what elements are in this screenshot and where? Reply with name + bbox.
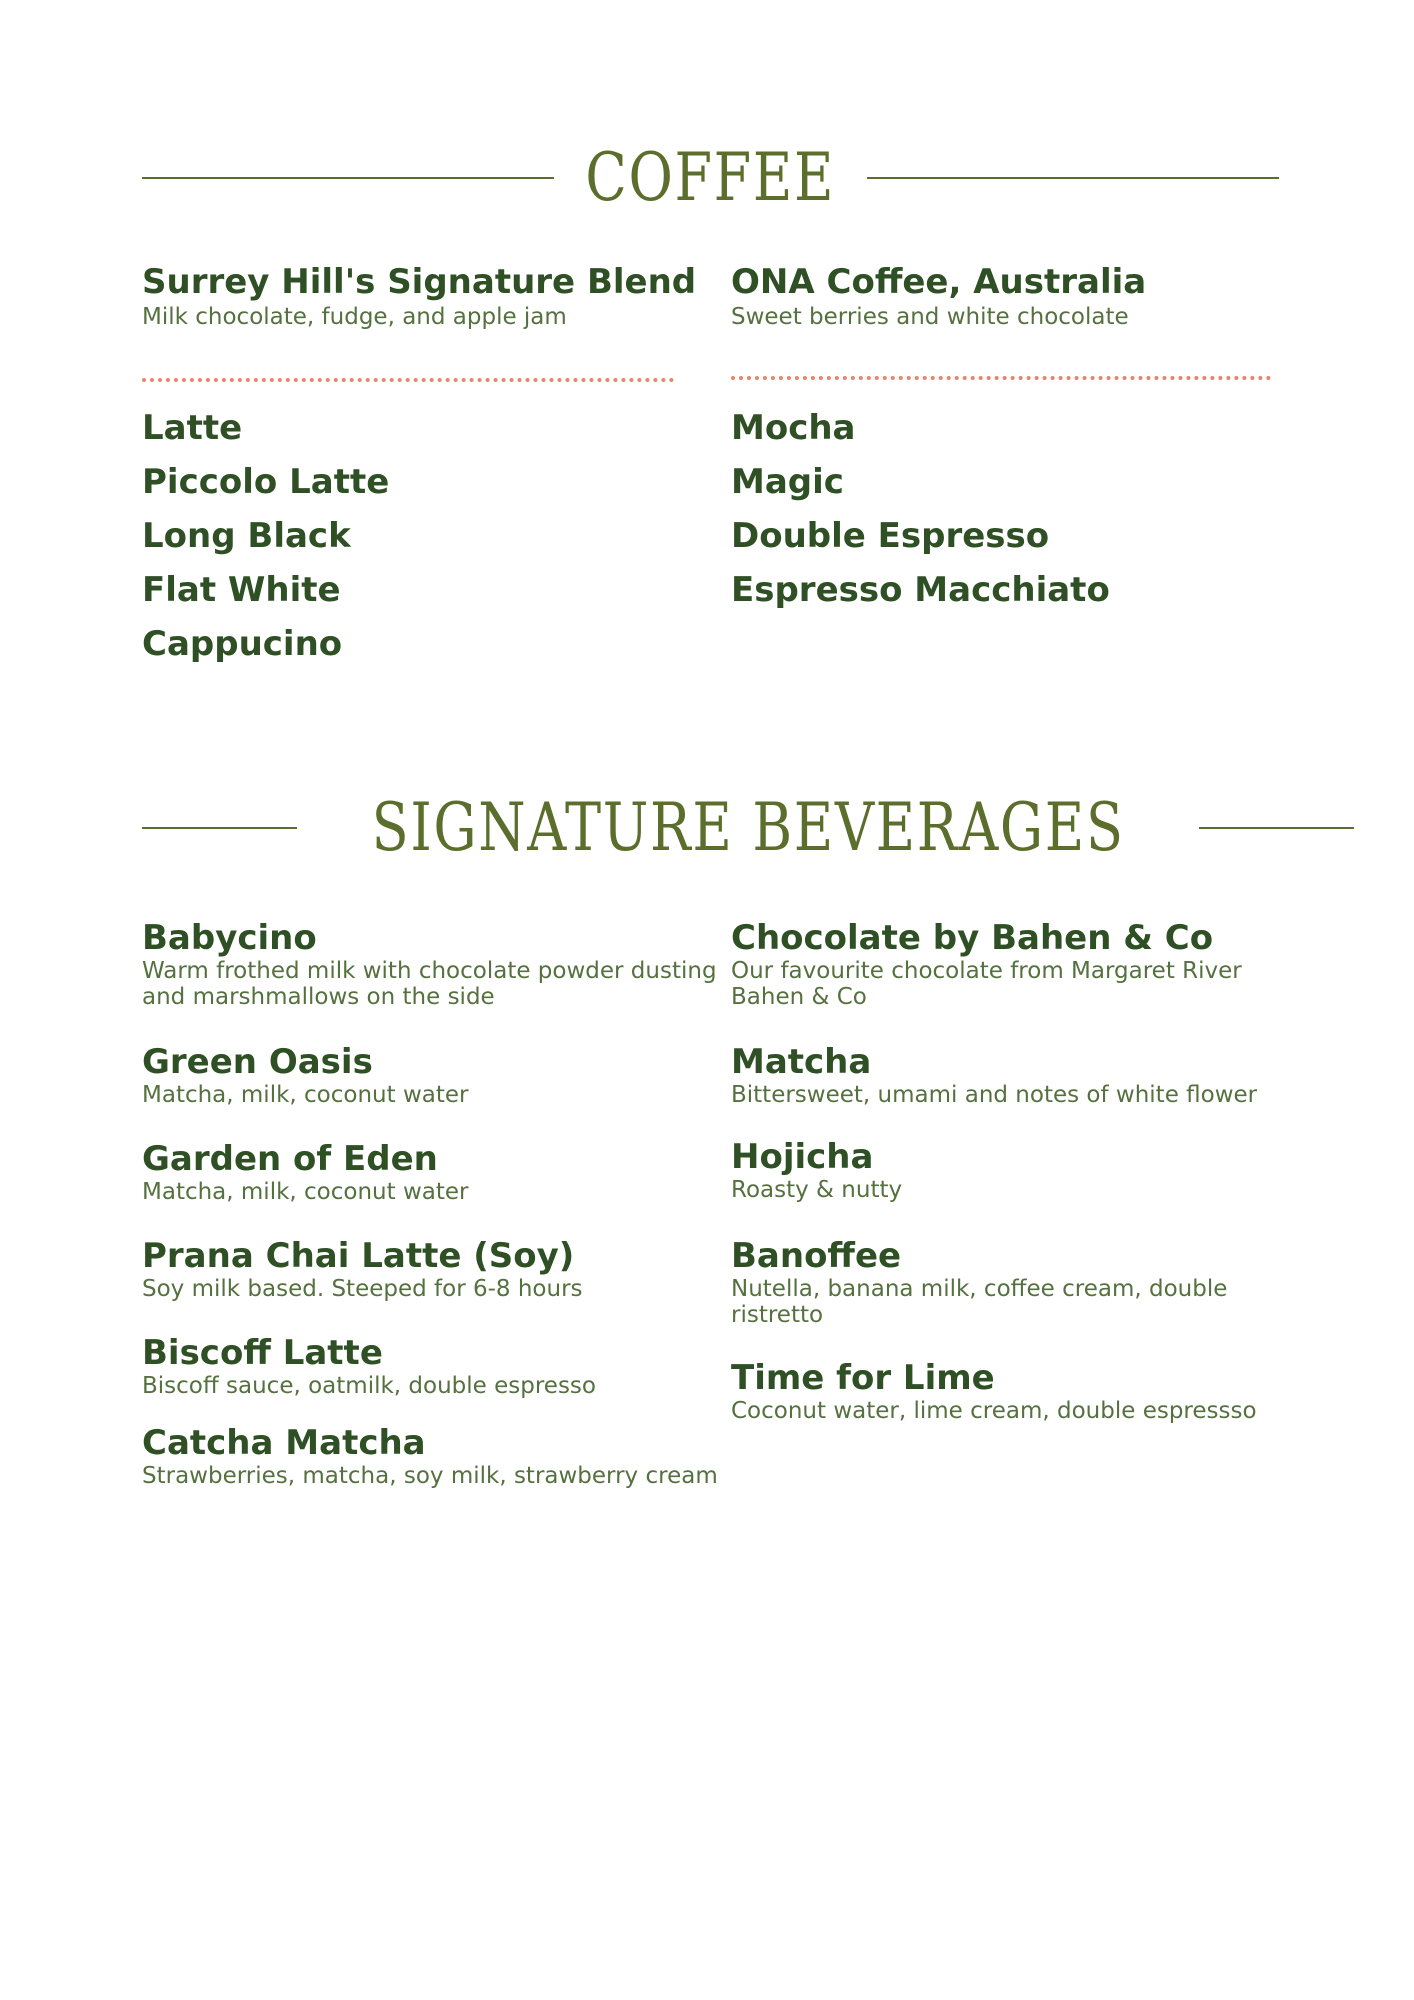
blend-description: Milk chocolate, fudge, and apple jam xyxy=(142,304,567,330)
beverage-description: Warm frothed milk with chocolate powder dusting and marshmallows on the side xyxy=(142,958,717,1010)
beverage-name: Time for Lime xyxy=(731,1358,995,1398)
blend-name: ONA Coffee, Australia xyxy=(731,262,1147,302)
drink-item: Mocha xyxy=(731,408,856,448)
beverage-description: Nutella, banana milk, coffee cream, double ristretto xyxy=(731,1276,1228,1328)
beverage-name: Babycino xyxy=(142,918,317,958)
drink-item: Long Black xyxy=(142,516,351,556)
beverage-description: Matcha, milk, coconut water xyxy=(142,1082,469,1108)
coffee-title: COFFEE xyxy=(585,139,836,216)
heading-rule-right xyxy=(867,177,1279,179)
beverage-item xyxy=(142,1042,742,1108)
beverage-description: Strawberries, matcha, soy milk, strawberry cream xyxy=(142,1463,718,1489)
dotted-divider xyxy=(142,378,674,382)
beverage-name: Hojicha xyxy=(731,1137,874,1177)
beverage-item xyxy=(731,1042,1331,1108)
beverage-item xyxy=(142,1333,742,1399)
coffee-drinks-left xyxy=(142,401,389,671)
beverage-name: Garden of Eden xyxy=(142,1139,438,1179)
signature-title: SIGNATURE BEVERAGES xyxy=(371,789,1125,866)
drink-item: Cappucino xyxy=(142,624,343,664)
drink-item: Latte xyxy=(142,408,243,448)
heading-rule-left xyxy=(142,177,554,179)
beverage-description: Bittersweet, umami and notes of white flower xyxy=(731,1082,1258,1108)
beverage-item xyxy=(731,918,1331,1010)
blend-name: Surrey Hill's Signature Blend xyxy=(142,262,697,302)
heading-rule-left xyxy=(142,827,297,829)
beverage-name: Chocolate by Bahen & Co xyxy=(731,918,1214,958)
beverage-description: Our favourite chocolate from Margaret River Bahen & Co xyxy=(731,958,1242,1010)
beverage-item xyxy=(731,1236,1331,1328)
beverage-item xyxy=(731,1358,1331,1424)
beverage-name: Banoffee xyxy=(731,1236,902,1276)
beverage-name: Green Oasis xyxy=(142,1042,373,1082)
beverage-name: Matcha xyxy=(731,1042,872,1082)
drink-item: Double Espresso xyxy=(731,516,1050,556)
beverage-item xyxy=(142,918,742,1010)
blend-item xyxy=(731,262,1291,332)
drink-item: Espresso Macchiato xyxy=(731,570,1110,610)
drink-item: Magic xyxy=(731,462,844,502)
beverage-item xyxy=(731,1137,1331,1203)
beverage-item xyxy=(142,1236,742,1302)
beverage-description: Biscoff sauce, oatmilk, double espresso xyxy=(142,1373,596,1399)
beverage-item xyxy=(142,1139,742,1205)
blend-description: Sweet berries and white chocolate xyxy=(731,304,1129,330)
beverage-name: Biscoff Latte xyxy=(142,1333,383,1373)
beverage-description: Roasty & nutty xyxy=(731,1177,903,1203)
beverage-name: Catcha Matcha xyxy=(142,1423,426,1463)
dotted-divider xyxy=(731,376,1271,380)
beverage-description: Coconut water, lime cream, double espressso xyxy=(731,1398,1257,1424)
drink-item: Piccolo Latte xyxy=(142,462,390,502)
beverage-item xyxy=(142,1423,742,1489)
signature-section-heading xyxy=(142,789,1276,866)
drink-item: Flat White xyxy=(142,570,341,610)
coffee-drinks-right xyxy=(731,401,1110,617)
beverage-description: Soy milk based. Steeped for 6-8 hours xyxy=(142,1276,583,1302)
beverage-description: Matcha, milk, coconut water xyxy=(142,1179,469,1205)
blend-item xyxy=(142,262,702,332)
heading-rule-right xyxy=(1199,827,1354,829)
beverage-name: Prana Chai Latte (Soy) xyxy=(142,1236,575,1276)
coffee-section-heading xyxy=(142,139,1276,216)
